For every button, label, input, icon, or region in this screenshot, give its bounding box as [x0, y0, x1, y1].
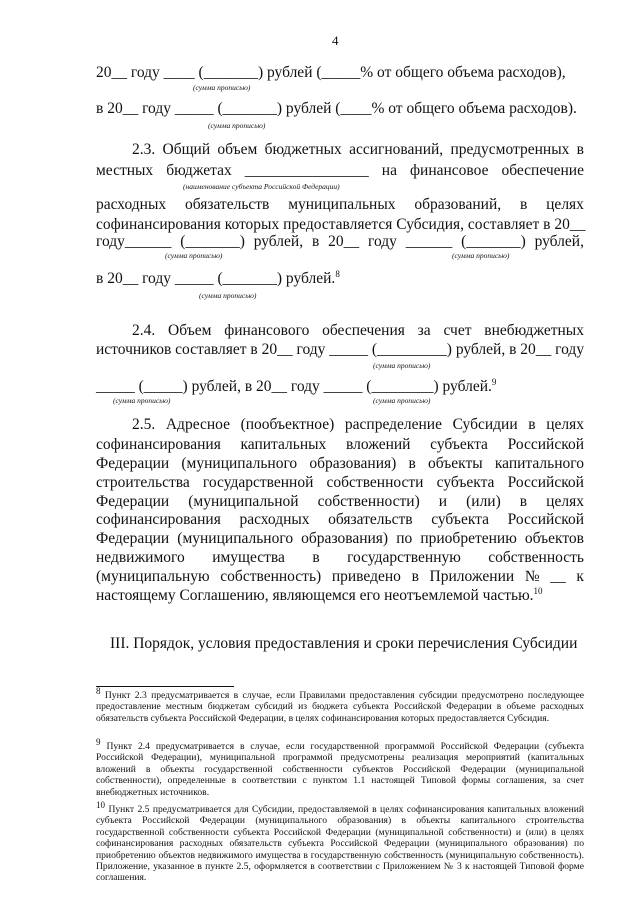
word: в — [519, 196, 528, 213]
word: субъекта — [431, 511, 489, 528]
word: в — [528, 416, 536, 433]
word: имущества — [212, 549, 285, 566]
word: (_______) — [180, 233, 245, 250]
p23-subject-note: (наименование субъекта Российской Федерации) — [183, 182, 340, 191]
word: ________________ — [244, 162, 369, 179]
word: (пообъектное) — [240, 416, 335, 433]
footnote-10: $^{10}$ Пункт 2.5 предусматривается для Субсидии, предоставляемой в целях софинансирования капитальных вложений субъекта Российской Федерации (муниципального образования) в объекты капитального строительства государственной собственности субъекта Российской Федерации (муниципальной собственности) и (или) в целях софинансирования расходных обязательств субъекта Российской Федерации (муниципального образования) по приобретению объектов недвижимого имущества в государственную собственность (муниципальную собственность). Приложение, указанное в пункте 2.5, оформляется в соответствии с Приложением № 3 к настоящей Типовой форме соглашения. — [96, 799, 584, 884]
p25-line-2 — [96, 436, 584, 454]
p24-note-c: (сумма прописью) — [373, 396, 431, 405]
p25-line-6 — [96, 511, 584, 529]
footnote-ref-9: 9 — [491, 376, 497, 387]
p25-line-4 — [96, 474, 584, 492]
word: финансового — [224, 322, 310, 339]
word: 2.3. — [132, 141, 156, 158]
word: собственности) — [317, 493, 420, 510]
word: (муниципальной — [188, 493, 299, 510]
word: образования) — [309, 455, 397, 472]
word: собственность — [488, 549, 584, 566]
word: объекты — [428, 455, 483, 472]
word: целях — [546, 196, 584, 213]
p23-line-5 — [96, 233, 584, 251]
word: капитальных — [240, 436, 327, 453]
word: строительства — [96, 474, 190, 491]
p24-note-a: (сумма прописью) — [373, 361, 431, 370]
word: рублей, — [253, 233, 304, 250]
p24-line-3: _____ (_____) рублей, в 20__ году _____ (________) рублей.$^9$ — [96, 376, 497, 395]
word: Российской — [507, 474, 584, 491]
word: недвижимого — [96, 549, 185, 566]
word: (или) — [466, 493, 501, 510]
word: образования) — [301, 530, 389, 547]
word: в — [576, 141, 584, 158]
page-number: 4 — [332, 33, 339, 48]
word: софинансирования — [96, 511, 221, 528]
word: на — [381, 162, 397, 179]
word: государственной — [202, 474, 314, 491]
word: (муниципального — [181, 455, 298, 472]
section-3-heading: III. Порядок, условия предоставления и сроки перечисления Субсидии — [110, 635, 578, 652]
word: обеспечение — [501, 162, 584, 179]
word: софинансирования — [96, 436, 221, 453]
word: приобретению — [420, 530, 517, 547]
footnote-9: $^9$ Пункт 2.4 предусматривается в случае, если государственной программой Российской Федерации (субъекта Российской Федерации), муниципальной программой предусмотрены реализация мероприятий (капитальных вложений в объекты государственной собственности субъектов Российской Федерации (муниципальной собственности), определенные в соответствии с пунктом 1.1 настоящей Типовой формы соглашения, за счет внебюджетных источников. — [96, 736, 584, 798]
word: в — [408, 455, 416, 472]
p23-line-1 — [132, 141, 584, 159]
word: расходных — [96, 196, 167, 213]
word: обязательств — [184, 196, 270, 213]
word: расходных — [239, 511, 310, 528]
word: муниципальных — [288, 196, 396, 213]
footnote-separator — [96, 686, 234, 687]
p23-note-c: (сумма прописью) — [199, 291, 257, 300]
word: (_______) — [461, 233, 526, 250]
p25-line-8 — [96, 549, 584, 567]
p23-note-a: (сумма прописью) — [165, 251, 223, 260]
word: 2.4. — [132, 322, 156, 339]
word: году______ — [96, 233, 172, 250]
p24-line-2: источников составляет в 20__ году _____ (_________) рублей, в 20__ году — [96, 341, 585, 358]
word: обязательств — [328, 511, 413, 528]
word: образований, — [414, 196, 502, 213]
word: государственную — [347, 549, 461, 566]
word: целях — [546, 493, 584, 510]
p23-line-4: софинансирования которых предоставляется Субсидия, составляет в 20__ — [96, 216, 586, 233]
p25-line-5 — [96, 493, 584, 511]
word: объем — [217, 141, 258, 158]
p25-line-10: настоящему Соглашению, являющемся его неотъемлемой частью.$^{10}$ — [96, 585, 543, 604]
intro-line-1-note: (сумма прописью) — [193, 83, 251, 92]
word: и — [438, 493, 448, 510]
intro-line-2: в 20__ году _____ (_______) рублей (____% от общего объема расходов). — [96, 100, 577, 117]
word: Федерации — [96, 530, 170, 547]
p23-line-6: в 20__ году _____ (_______) рублей.$^8$ — [96, 268, 340, 287]
word: финансовое — [409, 162, 489, 179]
word: __ — [550, 568, 566, 585]
word: в — [311, 233, 320, 250]
word: вложений — [345, 436, 411, 453]
word: в — [312, 549, 320, 566]
p23-note-b: (сумма прописью) — [452, 251, 510, 260]
word: 20__ — [328, 233, 360, 250]
intro-line-1: 20__ году ____ (_______) рублей (_____% от общего объема расходов), — [96, 64, 566, 81]
word: субъекта — [436, 474, 495, 491]
word: (муниципальную — [96, 568, 210, 585]
word: Федерации — [96, 493, 170, 510]
p25-line-1 — [132, 416, 584, 434]
word: в — [519, 493, 528, 510]
word: ______ — [405, 233, 453, 250]
word: Российской — [507, 511, 584, 528]
word: Приложении — [429, 568, 515, 585]
footnote-8: $^8$ Пункт 2.3 предусматривается в случае, если Правилами предоставления субсидии предусмотрено последующее предоставление местным бюджетам субсидий из бюджета субъекта Российской Федерации в объеме расходных обязательств субъекта Российской Федерации, в целях софинансирования которых предоставляется Субсидия. — [96, 685, 584, 724]
word: Объем — [168, 322, 212, 339]
footnote-ref-10: 10 — [533, 585, 543, 596]
word: Российской — [507, 436, 584, 453]
word: Адресное — [165, 416, 230, 433]
word: приведено — [331, 568, 401, 585]
word: предусмотренных — [450, 141, 570, 158]
word: за — [417, 322, 431, 339]
word: собственности — [326, 474, 424, 491]
word: году — [368, 233, 397, 250]
word: Субсидии — [452, 416, 518, 433]
p25-line-3 — [96, 455, 584, 473]
word: к — [576, 568, 584, 585]
word: (муниципального — [177, 530, 294, 547]
word: собственность) — [220, 568, 322, 585]
p25-line-9 — [96, 568, 584, 586]
word: субъекта — [430, 436, 488, 453]
word: целях — [546, 416, 584, 433]
word: Общий — [162, 141, 211, 158]
p24-note-b: (сумма прописью) — [113, 396, 171, 405]
word: счет — [443, 322, 472, 339]
word: обеспечения — [322, 322, 405, 339]
word: бюджетах — [166, 162, 232, 179]
footnote-ref-8: 8 — [335, 268, 340, 279]
word: бюджетных — [264, 141, 342, 158]
word: Федерации — [96, 455, 170, 472]
word: по — [396, 530, 413, 547]
word: капитального — [494, 455, 584, 472]
p25-line-7 — [96, 530, 584, 548]
word: местных — [96, 162, 154, 179]
word: распределение — [344, 416, 442, 433]
word: 2.5. — [132, 416, 156, 433]
word: № — [524, 568, 540, 585]
intro-line-2-note: (сумма прописью) — [208, 121, 266, 130]
word: рублей, — [534, 233, 584, 250]
word: в — [411, 568, 419, 585]
word: ассигнований, — [349, 141, 444, 158]
word: внебюджетных — [484, 322, 584, 339]
p23-line-3 — [96, 196, 584, 214]
p23-line-2 — [96, 162, 584, 180]
word: объектов — [524, 530, 584, 547]
p24-line-1 — [132, 322, 584, 340]
